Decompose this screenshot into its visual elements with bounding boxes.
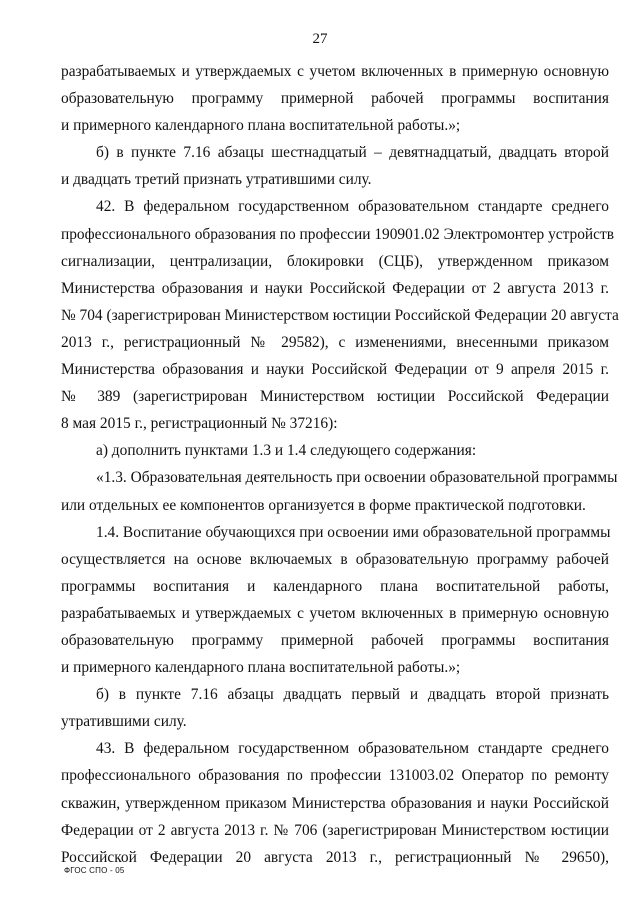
footer-code: ФГОС СПО - 05 <box>64 866 125 875</box>
text-line: Министерства образования и науки Российской Федерации от 9 апреля 2015 г. <box>61 361 609 379</box>
page-number: 27 <box>312 31 328 47</box>
text-line: «1.3. Образовательная деятельность при освоении образовательной программы <box>96 469 618 487</box>
text-line: № 389 (зарегистрирован Министерством юстиции Российской Федерации <box>61 388 609 406</box>
text-line: 42. В федеральном государственном образовательном стандарте среднего <box>96 198 609 216</box>
text-line: а) дополнить пунктами 1.3 и 1.4 следующего содержания: <box>96 442 477 460</box>
text-line: Российской Федерации 20 августа 2013 г., регистрационный № 29650), <box>61 848 609 866</box>
text-line: или отдельных ее компонентов организуется в форме практической подготовки. <box>61 496 586 514</box>
text-line: б) в пункте 7.16 абзацы двадцать первый и двадцать второй признать <box>96 686 609 704</box>
body-text <box>61 58 619 871</box>
text-line: б) в пункте 7.16 абзацы шестнадцатый – девятнадцатый, двадцать второй <box>96 144 609 162</box>
text-line: 2013 г., регистрационный № 29582), с изменениями, внесенными приказом <box>61 333 609 351</box>
text-line: Федерации от 2 августа 2013 г. № 706 (зарегистрирован Министерством юстиции <box>61 821 609 839</box>
text-line: 1.4. Воспитание обучающихся при освоении ими образовательной программы <box>96 523 611 541</box>
text-line: профессионального образования по профессии 131003.02 Оператор по ремонту <box>61 767 609 785</box>
text-line: образовательную программу примерной рабочей программы воспитания <box>61 90 609 108</box>
text-line: Министерства образования и науки Российской Федерации от 2 августа 2013 г. <box>61 279 609 297</box>
text-line: 43. В федеральном государственном образовательном стандарте среднего <box>96 740 609 758</box>
text-line: № 704 (зарегистрирован Министерством юстиции Российской Федерации 20 августа <box>61 306 619 324</box>
text-line: разрабатываемых и утверждаемых с учетом включенных в примерную основную <box>61 604 609 622</box>
text-line: утратившими силу. <box>61 713 187 731</box>
text-line: и примерного календарного плана воспитательной работы.»; <box>61 659 461 677</box>
text-line: разрабатываемых и утверждаемых с учетом включенных в примерную основную <box>61 63 609 80</box>
text-line: образовательную программу примерной рабочей программы воспитания <box>61 631 609 649</box>
text-line: 8 мая 2015 г., регистрационный № 37216): <box>61 415 338 433</box>
text-line: программы воспитания и календарного плана воспитательной работы, <box>61 577 609 595</box>
text-line: скважин, утвержденном приказом Министерства образования и науки Российской <box>61 794 609 812</box>
text-line: и примерного календарного плана воспитательной работы.»; <box>61 117 461 135</box>
text-line: профессионального образования по профессии 190901.02 Электромонтер устройств <box>61 225 614 243</box>
text-line: сигнализации, централизации, блокировки (СЦБ), утвержденном приказом <box>61 252 609 270</box>
text-line: и двадцать третий признать утратившими силу. <box>61 171 372 189</box>
text-line: осуществляется на основе включаемых в образовательную программу рабочей <box>61 550 609 568</box>
